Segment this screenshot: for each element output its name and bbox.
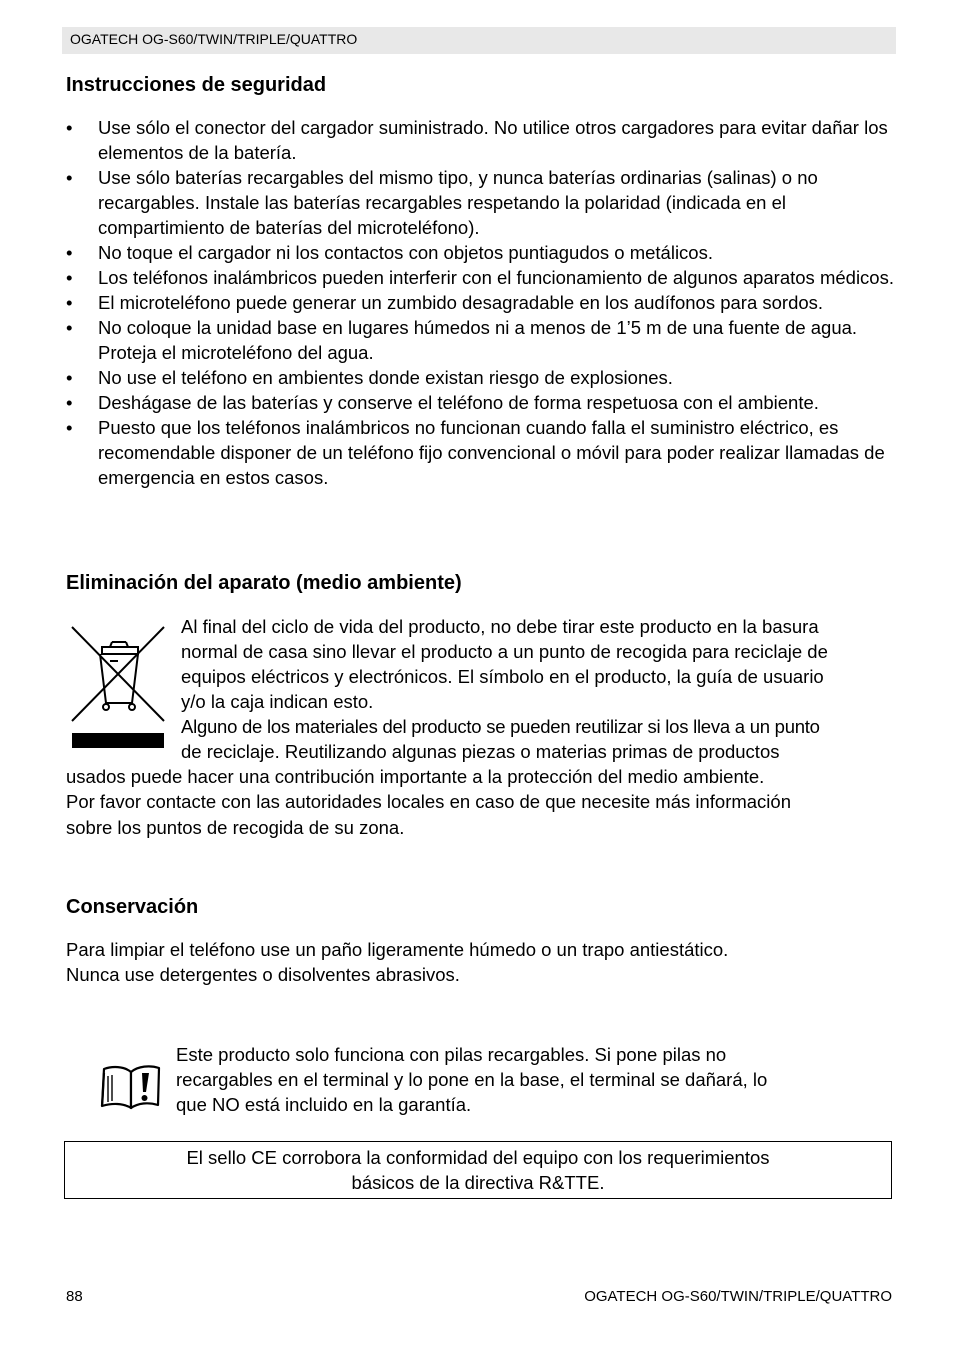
manual-warning-icon bbox=[100, 1060, 162, 1112]
note-line: recargables en el terminal y lo pone en la base, el terminal se dañará, lo bbox=[176, 1069, 768, 1090]
disposal-line: usados puede hacer una contribución importante a la protección del medio ambiente. bbox=[66, 766, 765, 787]
weee-crossed-bin-icon bbox=[70, 625, 166, 750]
disposal-line: de reciclaje. Reutilizando algunas piezas o materias primas de productos bbox=[181, 741, 780, 762]
disposal-heading: Eliminación del aparato (medio ambiente) bbox=[66, 572, 462, 594]
list-item: • Use sólo baterías recargables del mismo tipo, y nunca baterías ordinarias (salinas) o no recargables. Instale las baterías recargables respetando la polaridad (indicada en el compartimiento de baterías del microteléfono). bbox=[66, 165, 901, 240]
care-line: Para limpiar el teléfono use un paño ligeramente húmedo o un trapo antiestático. bbox=[66, 939, 729, 960]
list-item: • Deshágase de las baterías y conserve el teléfono de forma respetuosa con el ambiente. bbox=[66, 390, 901, 415]
list-item: • Los teléfonos inalámbricos pueden interferir con el funcionamiento de algunos aparatos médicos. bbox=[66, 265, 901, 290]
list-item: • No use el teléfono en ambientes donde existan riesgo de explosiones. bbox=[66, 365, 901, 390]
disposal-line: normal de casa sino llevar el producto a un punto de recogida para reciclaje de bbox=[181, 641, 828, 662]
ce-notice-box bbox=[64, 1141, 892, 1199]
list-item: • Puesto que los teléfonos inalámbricos no funcionan cuando falla el suministro eléctrico, es recomendable disponer de un teléfono fijo convencional o móvil para poder realizar llamadas de emergencia en estos casos. bbox=[66, 415, 901, 490]
disposal-line: y/o la caja indican esto. bbox=[181, 691, 374, 712]
running-header-title: OGATECH OG-S60/TWIN/TRIPLE/QUATTRO bbox=[70, 31, 358, 47]
note-line: que NO está incluido en la garantía. bbox=[176, 1094, 472, 1115]
list-item: • No coloque la unidad base en lugares húmedos ni a menos de 1’5 m de una fuente de agua. Proteja el microteléfono del agua. bbox=[66, 315, 901, 365]
care-line: Nunca use detergentes o disolventes abrasivos. bbox=[66, 964, 460, 985]
disposal-line: Alguno de los materiales del producto se pueden reutilizar si los lleva a un punto bbox=[181, 716, 820, 737]
footer-model: OGATECH OG-S60/TWIN/TRIPLE/QUATTRO bbox=[584, 1288, 892, 1305]
list-item: • Use sólo el conector del cargador suministrado. No utilice otros cargadores para evitar dañar los elementos de la batería. bbox=[66, 115, 901, 165]
list-item: • El microteléfono puede generar un zumbido desagradable en los audífonos para sordos. bbox=[66, 290, 901, 315]
note-line: Este producto solo funciona con pilas recargables. Si pone pilas no bbox=[176, 1044, 727, 1065]
page-number: 88 bbox=[66, 1288, 83, 1305]
care-heading: Conservación bbox=[66, 896, 199, 918]
disposal-line: equipos eléctricos y electrónicos. El símbolo en el producto, la guía de usuario bbox=[181, 666, 824, 687]
list-item: • No toque el cargador ni los contactos con objetos puntiagudos o metálicos. bbox=[66, 240, 901, 265]
ce-notice-line: básicos de la directiva R&TTE. bbox=[351, 1172, 605, 1193]
running-header bbox=[62, 27, 896, 54]
disposal-line: sobre los puntos de recogida de su zona. bbox=[66, 817, 405, 838]
disposal-line: Al final del ciclo de vida del producto, no debe tirar este producto en la basura bbox=[181, 616, 819, 637]
ce-notice-line: El sello CE corrobora la conformidad del equipo con los requerimientos bbox=[186, 1147, 770, 1168]
safety-heading: Instrucciones de seguridad bbox=[66, 74, 327, 96]
disposal-line: Por favor contacte con las autoridades locales en caso de que necesite más información bbox=[66, 791, 791, 812]
safety-list bbox=[66, 115, 901, 490]
